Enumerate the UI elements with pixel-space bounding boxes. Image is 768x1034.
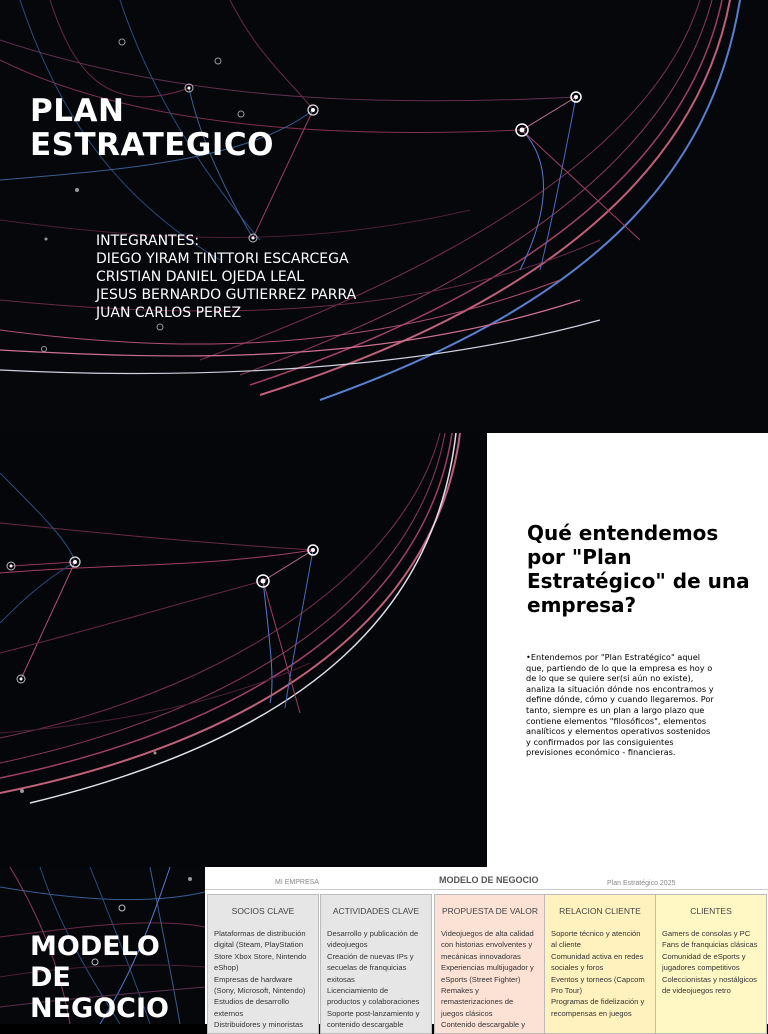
canvas-item: Plataformas de distribución <box>214 929 306 938</box>
canvas-item: Soporte post-lanzamiento y <box>327 1008 420 1018</box>
canvas-column-title: ACTIVIDADES CLAVE <box>332 906 420 916</box>
canvas-item: recompensas en juegos <box>551 1008 632 1018</box>
member-name: DIEGO YIRAM TINTTORI ESCARCEGA <box>96 251 349 267</box>
canvas-item: Eventos y torneos (Capcom <box>551 974 645 984</box>
canvas-item: Comunidad de eSports y <box>662 951 746 961</box>
title-line-1: MODELO <box>30 931 160 962</box>
canvas-item: Videojuegos de alta calidad <box>441 929 534 938</box>
canvas-header <box>205 867 768 890</box>
canvas-column-propuesta-de-valor <box>434 894 546 1034</box>
canvas-column-title: PROPUESTA DE VALOR <box>441 906 539 916</box>
member-name: JUAN CARLOS PEREZ <box>96 305 242 321</box>
canvas-item: externos <box>214 1008 244 1018</box>
definition-question: Qué entendemos por "Plan Estratégico" de una empresa? <box>527 521 750 617</box>
canvas-item: Contenido descargable y <box>441 1020 526 1030</box>
canvas-column-title: RELACION CLIENTE <box>559 906 641 916</box>
members-list <box>96 232 356 322</box>
canvas-item: secuelas de franquicias <box>327 963 407 973</box>
members-heading: INTEGRANTES: <box>96 233 200 249</box>
canvas-column-items <box>321 922 431 1031</box>
canvas-item: Coleccionistas y nostálgicos <box>662 974 757 984</box>
canvas-item: Remakes y <box>441 986 479 996</box>
canvas-item: remasterizaciones de <box>441 997 514 1007</box>
canvas-column-title: CLIENTES <box>690 906 732 916</box>
member-name: CRISTIAN DANIEL OJEDA LEAL <box>96 269 305 285</box>
canvas-item: jugadores competitivos <box>662 963 740 973</box>
canvas-item: Fans de franquicias clásicas <box>662 940 758 950</box>
definition-panel <box>487 433 768 867</box>
slide-title <box>30 94 274 162</box>
canvas-item: Programas de fidelización y <box>551 997 645 1007</box>
slide-plan-estrategico <box>0 0 768 433</box>
title-line-2: ESTRATEGICO <box>30 127 275 163</box>
canvas-item: eShop) <box>214 963 239 973</box>
canvas-column-clientes <box>655 894 767 1034</box>
canvas-plan-label: Plan Estratégico 2025 <box>607 880 676 887</box>
canvas-item: exitosas <box>327 974 355 984</box>
slide-title <box>30 931 169 1024</box>
canvas-column-relacion-cliente <box>544 894 656 1034</box>
canvas-item: de videojuegos retro <box>662 986 731 996</box>
canvas-item: Creación de nuevas IPs y <box>327 951 414 961</box>
canvas-item: Distribuidores y minoristas <box>214 1020 304 1030</box>
title-line-2: DE <box>30 962 71 993</box>
canvas-item: Pro Tour) <box>551 986 583 996</box>
canvas-item: digital (Steam, PlayStation <box>214 940 304 950</box>
title-line-3: NEGOCIO <box>30 993 169 1024</box>
member-name: JESUS BERNARDO GUTIERREZ PARRA <box>96 287 357 303</box>
canvas-item: al cliente <box>551 940 581 950</box>
canvas-item: (Sony, Microsoft, Nintendo) <box>214 986 306 996</box>
canvas-item: eSports (Street Fighter) <box>441 974 521 984</box>
canvas-item: mecánicas innovadoras <box>441 951 521 961</box>
canvas-item: Store Xbox Store, Nintendo <box>214 951 307 961</box>
canvas-item: Soporte técnico y atención <box>551 929 641 938</box>
business-model-canvas <box>205 867 768 1030</box>
canvas-column-socios-clave <box>207 894 319 1034</box>
canvas-item: Gamers de consolas y PC <box>662 929 751 938</box>
canvas-item: productos y colaboraciones <box>327 997 420 1007</box>
canvas-item: Licenciamiento de <box>327 986 389 996</box>
definition-body: •Entendemos por "Plan Estratégico" aquel que, partiendo de lo que la empresa es hoy o de lo que se quiere ser(si aún no existe), analiza la situación dónde nos encontramos y define dónde, cómo y cuando llegaremos. Por tanto, siempre es un plan a largo plazo que contiene elementos "filosóficos", elementos analíticos y elementos operativos sostenidos y confirmados por las consiguientes previsiones económico - financieras. <box>526 652 714 758</box>
network-globe-background <box>0 0 768 433</box>
canvas-item: Comunidad activa en redes <box>551 951 644 961</box>
canvas-column-actividades-clave <box>320 894 432 1034</box>
canvas-item: con historias envolventes y <box>441 940 533 950</box>
canvas-item: Empresas de hardware <box>214 974 293 984</box>
slide-modelo-negocio <box>0 867 768 1030</box>
canvas-item: videojuegos <box>327 940 368 950</box>
canvas-title: MODELO DE NEGOCIO <box>439 875 539 885</box>
canvas-item: Desarrollo y publicación de <box>327 929 419 938</box>
canvas-item: juegos clásicos <box>441 1008 493 1018</box>
canvas-item: sociales y foros <box>551 963 604 973</box>
canvas-column-title: SOCIOS CLAVE <box>231 906 295 916</box>
network-globe-background <box>0 433 490 867</box>
canvas-column-items <box>435 922 545 1031</box>
canvas-column-items <box>656 922 766 996</box>
canvas-company-label: MI EMPRESA <box>275 879 319 886</box>
canvas-column-items <box>208 922 318 1031</box>
slide-definition <box>0 433 768 867</box>
canvas-item: contenido descargable <box>327 1020 404 1030</box>
canvas-item: Estudios de desarrollo <box>214 997 290 1007</box>
title-line-1: PLAN <box>30 93 125 129</box>
canvas-item: Experiencias multijugador y <box>441 963 534 973</box>
canvas-column-items <box>545 922 655 1019</box>
